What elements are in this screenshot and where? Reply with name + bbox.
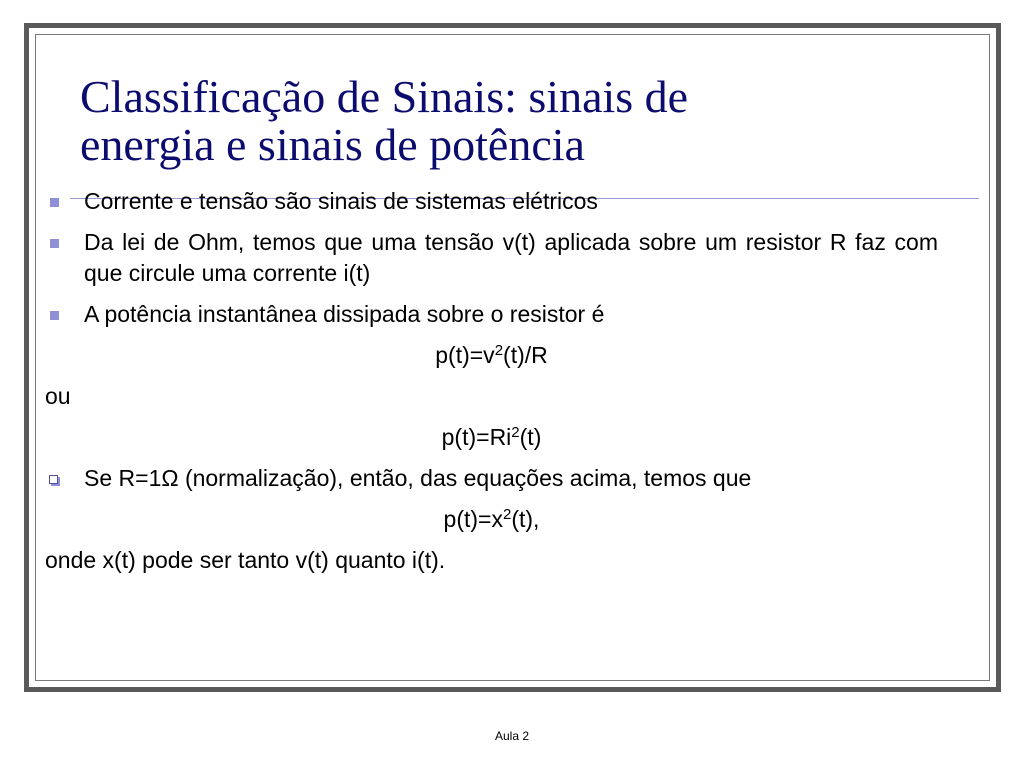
closing-text: onde x(t) pode ser tanto v(t) quanto i(t).: [45, 547, 446, 573]
slide-content: [45, 186, 938, 586]
equation-text: p(t)=x: [443, 506, 503, 532]
square-bullet-icon: [50, 198, 59, 207]
equation-text: (t)/R: [503, 342, 548, 368]
equation-power-current: [45, 422, 938, 453]
exponent: 2: [511, 424, 520, 441]
bullet-item: [45, 227, 938, 289]
square-bullet-icon: [50, 239, 59, 248]
equation-text: (t),: [511, 506, 540, 532]
equation-text: (t): [519, 424, 542, 450]
bullet-text: A potência instantânea dissipada sobre o resistor é: [84, 301, 605, 327]
hollow-square-bullet-icon: [49, 475, 58, 484]
normalization-bullet-item: [45, 463, 938, 494]
slide-title-line-2: energia e sinais de potência: [80, 119, 585, 170]
slide-title-line-1: Classificação de Sinais: sinais de: [80, 71, 689, 122]
bullet-item: [45, 186, 938, 217]
exponent: 2: [494, 342, 504, 359]
equation-text: p(t)=Ri: [441, 424, 512, 450]
exponent: 2: [502, 506, 512, 523]
equation-power-normalized: [45, 504, 938, 535]
slide-footer: Aula 2: [494, 729, 530, 743]
bullet-text: Se R=1Ω (normalização), então, das equações acima, temos que: [84, 465, 752, 491]
bullet-item: [45, 299, 938, 330]
equation-power-voltage: [45, 340, 938, 371]
equation-text: p(t)=v: [435, 342, 495, 368]
or-text: ou: [45, 383, 71, 409]
slide-title: [80, 73, 960, 169]
bullet-text: Da lei de Ohm, temos que uma tensão v(t) aplicada sobre um resistor R faz com que circule uma corrente i(t): [84, 229, 938, 286]
bullet-text: Corrente e tensão são sinais de sistemas elétricos: [84, 188, 598, 214]
square-bullet-icon: [50, 311, 59, 320]
